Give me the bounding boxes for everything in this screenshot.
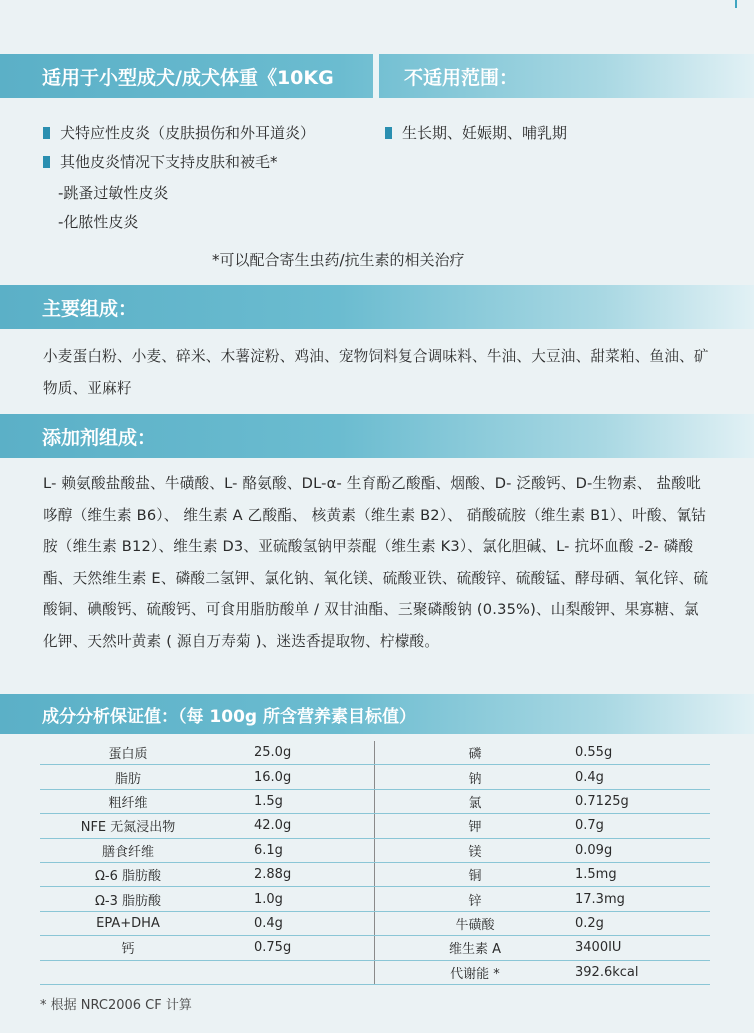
- nutrient-name: 镁: [375, 838, 576, 862]
- nutrient-value: 0.75g: [216, 936, 375, 960]
- nutrient-row: [40, 911, 710, 935]
- nutrient-value: 42.0g: [216, 814, 375, 838]
- bullet-square-icon: [43, 156, 50, 168]
- nutrient-value: 25.0g: [216, 741, 375, 765]
- nutrient-value: 392.6kcal: [575, 960, 710, 984]
- sub-indication: -化脓性皮炎: [58, 213, 139, 231]
- nutrient-name: 代谢能 *: [375, 960, 576, 984]
- nutrient-value: 0.2g: [575, 911, 710, 935]
- main-ingredients-text: 小麦蛋白粉、小麦、碎米、木薯淀粉、鸡油、宠物饲料复合调味料、牛油、大豆油、甜菜粕、鱼油、矿物质、亚麻籽: [43, 348, 709, 397]
- indication-item: 其他皮炎情况下支持皮肤和被毛*: [43, 151, 278, 172]
- nutrient-value: 0.4g: [216, 911, 375, 935]
- nutrient-name: 牛磺酸: [375, 911, 576, 935]
- nutrient-value: 3400IU: [575, 936, 710, 960]
- additives-banner: [0, 414, 754, 458]
- nutrient-value: 17.3mg: [575, 887, 710, 911]
- suitable-title: 适用于小型成犬/成犬体重《10KG: [42, 66, 334, 89]
- nutrient-name: 粗纤维: [40, 789, 216, 813]
- nutrient-name: 蛋白质: [40, 741, 216, 765]
- additives-title: 添加剂组成：: [42, 426, 157, 449]
- nutrient-row: [40, 862, 710, 886]
- not-suitable-title: 不适用范围：: [404, 66, 519, 89]
- nutrient-name: Ω-3 脂肪酸: [40, 887, 216, 911]
- additives-text: L- 赖氨酸盐酸盐、牛磺酸、L- 酪氨酸、DL-α- 生育酚乙酸酯、烟酸、D- 泛酸钙、D-生物素、 盐酸吡哆醇（维生素 B6）、 维生素 A 乙酸酯、 核黄素（维生素 B2）、 硝酸硫胺（维生素 B1）、叶酸、氰钴胺（维生素 B12）、维生素 D3、亚硫酸氢钠甲萘醌（维生素 K3）、氯化胆碱、L- 抗坏血酸 -2- 磷酸酯、天然维生素 E、磷酸二氢钾、氯化钠、氧化镁、硫酸亚铁、硫酸锌、硫酸锰、酵母硒、氧化锌、硫酸铜、碘酸钙、硫酸钙、可食用脂肪酸单 / 双甘油酯、三聚磷酸钠 (0.35%)、山梨酸钾、果寡糖、氯化钾、天然叶黄素 ( 源自万寿菊 )、迷迭香提取物、柠檬酸。: [43, 475, 709, 650]
- nutrient-value: 2.88g: [216, 862, 375, 886]
- nutrient-value: 0.09g: [575, 838, 710, 862]
- nutrient-row: [40, 960, 710, 984]
- nutrient-name: 锌: [375, 887, 576, 911]
- nutrient-name: 氯: [375, 789, 576, 813]
- nutrient-name: 钾: [375, 814, 576, 838]
- nutrient-value: 1.5g: [216, 789, 375, 813]
- nutrient-value: 16.0g: [216, 765, 375, 789]
- corner-mark: [735, 0, 737, 8]
- nutrient-value: 6.1g: [216, 838, 375, 862]
- nutrient-value: 0.7125g: [575, 789, 710, 813]
- main-ingredients-title: 主要组成：: [42, 297, 138, 320]
- nutrient-value: 0.55g: [575, 741, 710, 765]
- nutrient-name: Ω-6 脂肪酸: [40, 862, 216, 886]
- nutrient-name: 钠: [375, 765, 576, 789]
- nutrient-name: EPA+DHA: [40, 911, 216, 935]
- nutrient-row: [40, 765, 710, 789]
- sub-indication: -跳蚤过敏性皮炎: [58, 184, 169, 202]
- not-suitable-item: 生长期、妊娠期、哺乳期: [385, 122, 567, 143]
- nutrient-value: 0.7g: [575, 814, 710, 838]
- banner-separator: [373, 54, 379, 98]
- nutrient-table: [40, 741, 710, 985]
- analysis-banner: [0, 694, 754, 734]
- indication-item: 犬特应性皮炎（皮肤损伤和外耳道炎）: [43, 122, 315, 143]
- nutrient-name: 维生素 A: [375, 936, 576, 960]
- nutrient-value: 0.4g: [575, 765, 710, 789]
- bullet-square-icon: [385, 127, 392, 139]
- nutrient-name: 铜: [375, 862, 576, 886]
- nutrient-name: 脂肪: [40, 765, 216, 789]
- nutrient-row: [40, 936, 710, 960]
- main-ingredients-banner: [0, 285, 754, 329]
- nutrient-name: NFE 无氮浸出物: [40, 814, 216, 838]
- nutrient-name: 钙: [40, 936, 216, 960]
- treatment-note: *可以配合寄生虫药/抗生素的相关治疗: [212, 251, 465, 269]
- nutrient-value: 1.5mg: [575, 862, 710, 886]
- nutrient-name: 磷: [375, 741, 576, 765]
- nutrient-value: 1.0g: [216, 887, 375, 911]
- footnote: * 根据 NRC2006 CF 计算: [40, 998, 192, 1013]
- nutrient-name: [40, 960, 216, 984]
- nutrient-value: [216, 960, 375, 984]
- nutrient-row: [40, 789, 710, 813]
- nutrient-name: 膳食纤维: [40, 838, 216, 862]
- nutrient-row: [40, 887, 710, 911]
- nutrient-row: [40, 814, 710, 838]
- nutrient-row: [40, 838, 710, 862]
- suitability-banner: [0, 54, 754, 98]
- nutrient-row: [40, 741, 710, 765]
- analysis-title: 成分分析保证值：（每 100g 所含营养素目标值）: [42, 706, 416, 727]
- bullet-square-icon: [43, 127, 50, 139]
